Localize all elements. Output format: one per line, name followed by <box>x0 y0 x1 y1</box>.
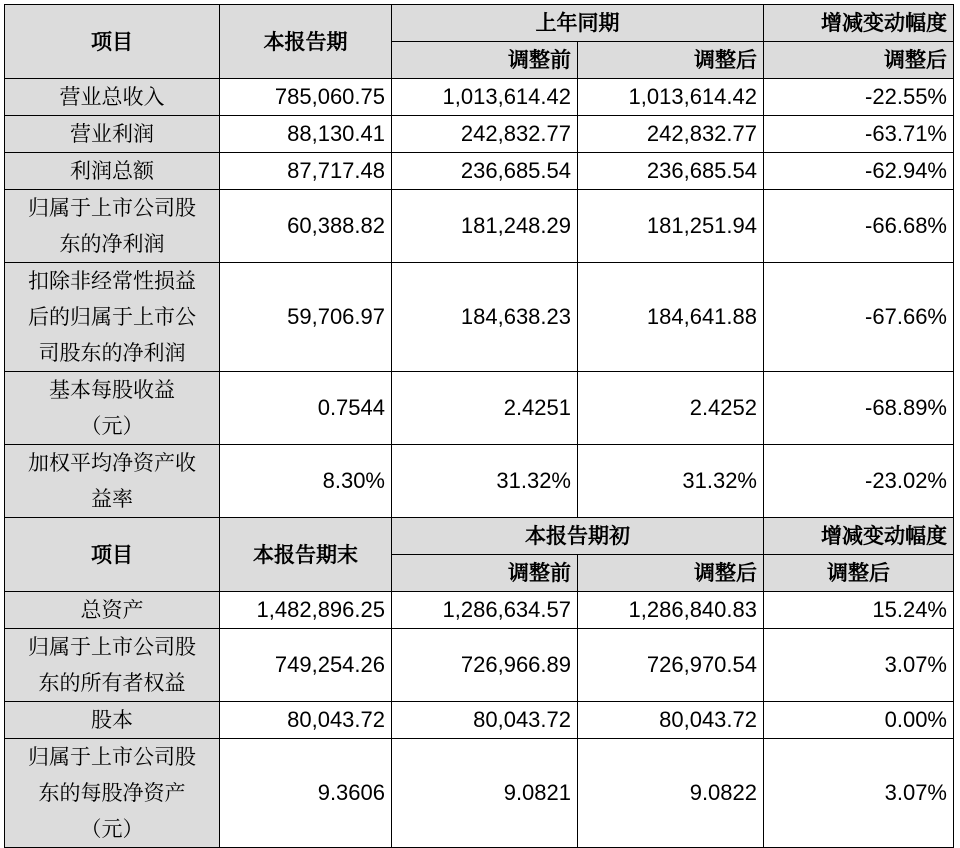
cell-current: 0.7544 <box>220 372 392 445</box>
column-header-change-after: 调整后 <box>764 42 954 79</box>
row-label <box>5 263 220 372</box>
column-header-before: 调整前 <box>392 42 578 79</box>
cell-before: 236,685.54 <box>392 153 578 190</box>
financial-table <box>4 4 954 848</box>
row-label <box>5 629 220 702</box>
cell-after: 184,641.88 <box>578 263 764 372</box>
cell-current: 88,130.41 <box>220 116 392 153</box>
column-header-after: 调整后 <box>578 555 764 592</box>
row-label-line: 总资产 <box>80 598 144 622</box>
cell-change: -62.94% <box>764 153 954 190</box>
cell-after: 726,970.54 <box>578 629 764 702</box>
header-row <box>5 5 954 42</box>
column-header-after: 调整后 <box>578 42 764 79</box>
cell-after: 236,685.54 <box>578 153 764 190</box>
row-label <box>5 153 220 190</box>
column-header-current: 本报告期 <box>220 5 392 79</box>
cell-after: 1,286,840.83 <box>578 592 764 629</box>
cell-after: 181,251.94 <box>578 190 764 263</box>
cell-before: 726,966.89 <box>392 629 578 702</box>
column-header-change-group: 增减变动幅度 <box>764 518 954 555</box>
row-label <box>5 116 220 153</box>
table-row <box>5 116 954 153</box>
cell-change: -23.02% <box>764 445 954 518</box>
row-label-line: 利润总额 <box>70 159 154 183</box>
row-label-line: 扣除非经常性损益 <box>28 269 196 293</box>
cell-change: -22.55% <box>764 79 954 116</box>
header-row <box>5 518 954 555</box>
column-header-change-group: 增减变动幅度 <box>764 5 954 42</box>
row-label-line: 归属于上市公司股 <box>28 745 196 769</box>
table-row <box>5 153 954 190</box>
cell-before: 9.0821 <box>392 739 578 848</box>
row-label <box>5 445 220 518</box>
column-header-change-after: 调整后 <box>764 555 954 592</box>
cell-before: 1,286,634.57 <box>392 592 578 629</box>
row-label-line: （元） <box>80 817 144 841</box>
column-header-before: 调整前 <box>392 555 578 592</box>
cell-change: 0.00% <box>764 702 954 739</box>
cell-change: -66.68% <box>764 190 954 263</box>
row-label-line: 东的每股净资产 <box>38 781 186 805</box>
table-row <box>5 739 954 848</box>
cell-before: 1,013,614.42 <box>392 79 578 116</box>
cell-before: 242,832.77 <box>392 116 578 153</box>
cell-current: 87,717.48 <box>220 153 392 190</box>
cell-after: 80,043.72 <box>578 702 764 739</box>
row-label-line: 基本每股收益 <box>49 378 175 402</box>
cell-before: 31.32% <box>392 445 578 518</box>
row-label-line: 后的归属于上市公 <box>28 305 196 329</box>
cell-current: 1,482,896.25 <box>220 592 392 629</box>
row-label <box>5 190 220 263</box>
row-label-line: 益率 <box>91 487 133 511</box>
cell-change: 15.24% <box>764 592 954 629</box>
row-label <box>5 79 220 116</box>
row-label-line: 司股东的净利润 <box>38 341 186 365</box>
cell-current: 785,060.75 <box>220 79 392 116</box>
cell-change: -68.89% <box>764 372 954 445</box>
row-label <box>5 739 220 848</box>
table-row <box>5 190 954 263</box>
cell-before: 181,248.29 <box>392 190 578 263</box>
table-row <box>5 79 954 116</box>
cell-current: 80,043.72 <box>220 702 392 739</box>
cell-after: 31.32% <box>578 445 764 518</box>
cell-current: 8.30% <box>220 445 392 518</box>
table-row <box>5 592 954 629</box>
column-header-prior-group: 本报告期初 <box>392 518 764 555</box>
table-row <box>5 702 954 739</box>
row-label <box>5 592 220 629</box>
row-label-line: （元） <box>80 414 144 438</box>
row-label <box>5 372 220 445</box>
row-label-line: 营业总收入 <box>59 85 165 109</box>
row-label-line: 股本 <box>91 708 133 732</box>
cell-after: 1,013,614.42 <box>578 79 764 116</box>
cell-change: 3.07% <box>764 629 954 702</box>
row-label-line: 东的净利润 <box>59 232 165 256</box>
column-header-item: 项目 <box>5 5 220 79</box>
table-row <box>5 372 954 445</box>
cell-change: -63.71% <box>764 116 954 153</box>
cell-after: 2.4252 <box>578 372 764 445</box>
table-row <box>5 445 954 518</box>
cell-before: 80,043.72 <box>392 702 578 739</box>
cell-current: 749,254.26 <box>220 629 392 702</box>
row-label-line: 归属于上市公司股 <box>28 635 196 659</box>
cell-before: 184,638.23 <box>392 263 578 372</box>
cell-change: -67.66% <box>764 263 954 372</box>
row-label-line: 归属于上市公司股 <box>28 196 196 220</box>
cell-after: 242,832.77 <box>578 116 764 153</box>
cell-current: 60,388.82 <box>220 190 392 263</box>
cell-before: 2.4251 <box>392 372 578 445</box>
row-label-line: 东的所有者权益 <box>38 671 186 695</box>
column-header-current: 本报告期末 <box>220 518 392 592</box>
row-label-line: 加权平均净资产收 <box>28 451 196 475</box>
column-header-item: 项目 <box>5 518 220 592</box>
table-row <box>5 263 954 372</box>
cell-change: 3.07% <box>764 739 954 848</box>
row-label-line: 营业利润 <box>70 122 154 146</box>
cell-after: 9.0822 <box>578 739 764 848</box>
column-header-prior-group: 上年同期 <box>392 5 764 42</box>
cell-current: 59,706.97 <box>220 263 392 372</box>
table-row <box>5 629 954 702</box>
cell-current: 9.3606 <box>220 739 392 848</box>
row-label <box>5 702 220 739</box>
